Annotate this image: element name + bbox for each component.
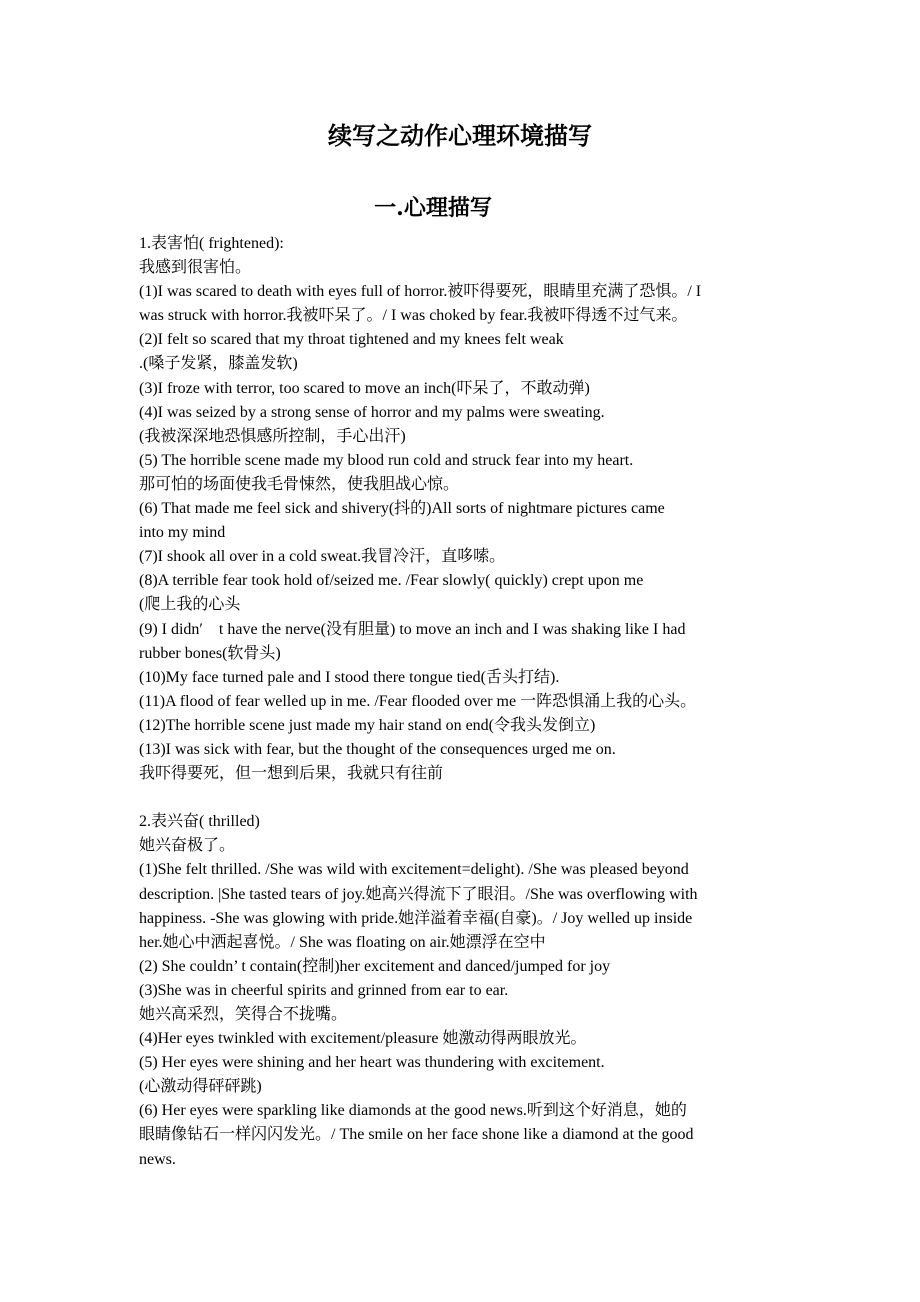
text-line: (6) Her eyes were sparkling like diamonds at the good news.听到这个好消息，她的 (139, 1102, 687, 1120)
text-line: (5) The horrible scene made my blood run cold and struck fear into my heart. (139, 451, 634, 469)
text-line: 我吓得要死，但一想到后果，我就只有往前 (139, 765, 444, 783)
text-line: 我感到很害怕。 (139, 259, 252, 277)
text-line: 2.表兴奋( thrilled) (139, 813, 260, 831)
text-line: (9) I didn′ t have the nerve(没有胆量) to move an inch and I was shaking like I had (139, 620, 686, 638)
text-line: (心激动得砰砰跳) (139, 1078, 262, 1096)
section-heading: 一.心理描写 (374, 195, 492, 221)
text-line: happiness. -She was glowing with pride.她洋溢着幸福(自豪)。/ Joy welled up inside (139, 909, 693, 927)
text-line: rubber bones(软骨头) (139, 644, 281, 662)
text-line: her.她心中洒起喜悦。/ She was floating on air.她漂浮在空中 (139, 933, 546, 951)
text-line: (2) She couldn’ t contain(控制)her excitement and danced/jumped for joy (139, 957, 611, 975)
text-line: (4)Her eyes twinkled with excitement/pleasure 她激动得两眼放光。 (139, 1030, 587, 1048)
text-line: (7)I shook all over in a cold sweat.我冒冷汗，直哆嗦。 (139, 548, 506, 566)
text-line: (3)She was in cheerful spirits and grinned from ear to ear. (139, 981, 509, 999)
text-line: 那可怕的场面使我毛骨悚然，使我胆战心惊。 (139, 475, 460, 493)
text-line: was struck with horror.我被吓呆了。/ I was choked by fear.我被吓得透不过气来。 (139, 307, 688, 325)
text-line: (1)She felt thrilled. /She was wild with excitement=delight). /She was pleased beyond (139, 861, 689, 879)
text-line: (4)I was seized by a strong sense of horror and my palms were sweating. (139, 403, 605, 421)
text-line: into my mind (139, 524, 226, 542)
text-line: description. |She tasted tears of joy.她高兴得流下了眼泪。/She was overflowing with (139, 885, 698, 903)
text-line: 眼睛像钻石一样闪闪发光。/ The smile on her face shone like a diamond at the good (139, 1126, 694, 1144)
text-line: 她兴高采烈，笑得合不拢嘴。 (139, 1006, 348, 1023)
text-line: (6) That made me feel sick and shivery(抖的)All sorts of nightmare pictures came (139, 500, 665, 518)
blank-line (139, 786, 787, 810)
text-line: (5) Her eyes were shining and her heart was thundering with excitement. (139, 1054, 605, 1072)
text-line: (8)A terrible fear took hold of/seized me. /Fear slowly( quickly) crept upon me (139, 572, 644, 590)
text-line: .(嗓子发紧，膝盖发软) (139, 355, 298, 373)
text-line: (1)I was scared to death with eyes full of horror.被吓得要死，眼睛里充满了恐惧。/ I (139, 283, 702, 301)
text-line: 她兴奋极了。 (139, 837, 236, 855)
text-line: (爬上我的心头 (139, 596, 241, 614)
body-text (139, 232, 787, 1172)
text-line: (2)I felt so scared that my throat tightened and my knees felt weak (139, 331, 564, 349)
text-line: (13)I was sick with fear, but the thought of the consequences urged me on. (139, 740, 616, 758)
text-line: (我被深深地恐惧感所控制，手心出汗) (139, 427, 406, 445)
document-title: 续写之动作心理环境描写 (328, 121, 592, 150)
text-line: 1.表害怕( frightened): (139, 235, 284, 252)
text-line: (12)The horrible scene just made my hair stand on end(令我头发倒立) (139, 716, 596, 734)
text-line: (3)I froze with terror, too scared to move an inch(吓呆了，不敢动弹) (139, 379, 590, 397)
text-line: (10)My face turned pale and I stood there tongue tied(舌头打结). (139, 668, 560, 686)
text-line: news. (139, 1150, 176, 1168)
text-line: (11)A flood of fear welled up in me. /Fear flooded over me 一阵恐惧涌上我的心头。 (139, 692, 697, 710)
